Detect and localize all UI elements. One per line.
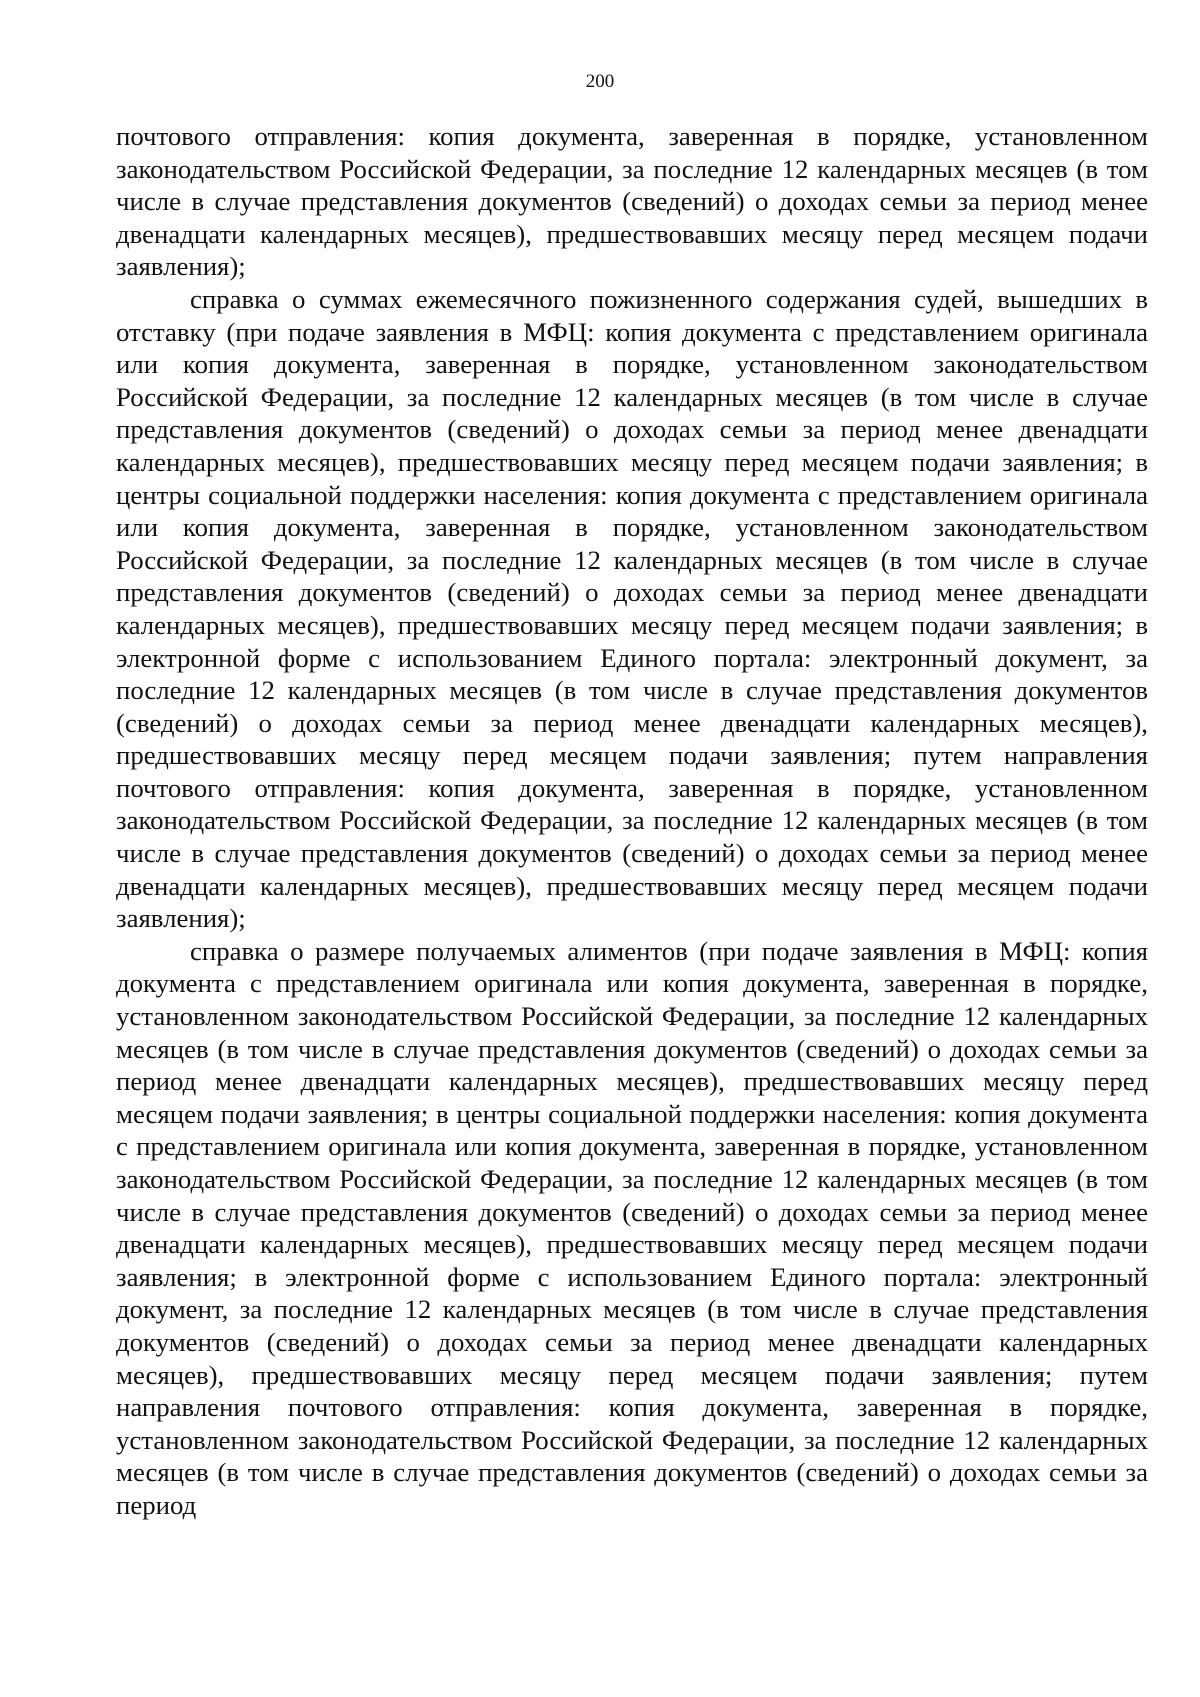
- document-body: [116, 120, 1148, 1522]
- paragraph-postal-continuation: почтового отправления: копия документа, заверенная в порядке, установленном законодательством Российской Федерации, за последние 12 календарных месяцев (в том числе в случае представления документов (сведений) о доходах семьи за период менее двенадцати календарных месяцев), предшествовавших месяцу перед месяцем подачи заявления);: [116, 121, 1148, 282]
- paragraph-alimony-certificate: справка о размере получаемых алиментов (при подаче заявления в МФЦ: копия документа с представлением оригинала или копия документа, заверенная в порядке, установленном законодательством Российской Федерации, за последние 12 календарных месяцев (в том числе в случае представления документов (сведений) о доходах семьи за период менее двенадцати календарных месяцев), предшествовавших месяцу перед месяцем подачи заявления; в центры социальной поддержки населения: копия документа с представлением оригинала или копия документа, заверенная в порядке, установленном законодательством Российской Федерации, за последние 12 календарных месяцев (в том числе в случае представления документов (сведений) о доходах семьи за период менее двенадцати календарных месяцев), предшествовавших месяцу перед месяцем подачи заявления; в электронной форме с использованием Единого портала: электронный документ, за последние 12 календарных месяцев (в том числе в случае представления документов (сведений) о доходах семьи за период менее двенадцати календарных месяцев), предшествовавших месяцу перед месяцем подачи заявления; путем направления почтового отправления: копия документа, заверенная в порядке, установленном законодательством Российской Федерации, за последние 12 календарных месяцев (в том числе в случае представления документов (сведений) о доходах семьи за период: [116, 935, 1148, 1520]
- page-number: 200: [585, 71, 615, 92]
- paragraph-judges-lifetime-allowance: справка о суммах ежемесячного пожизненного содержания судей, вышедших в отставку (при подаче заявления в МФЦ: копия документа с представлением оригинала или копия документа, заверенная в порядке, установленном законодательством Российской Федерации, за последние 12 календарных месяцев (в том числе в случае представления документов (сведений) о доходах семьи за период менее двенадцати календарных месяцев), предшествовавших месяцу перед месяцем подачи заявления; в центры социальной поддержки населения: копия документа с представлением оригинала или копия документа, заверенная в порядке, установленном законодательством Российской Федерации, за последние 12 календарных месяцев (в том числе в случае представления документов (сведений) о доходах семьи за период менее двенадцати календарных месяцев), предшествовавших месяцу перед месяцем подачи заявления; в электронной форме с использованием Единого портала: электронный документ, за последние 12 календарных месяцев (в том числе в случае представления документов (сведений) о доходах семьи за период менее двенадцати календарных месяцев), предшествовавших месяцу перед месяцем подачи заявления; путем направления почтового отправления: копия документа, заверенная в порядке, установленном законодательством Российской Федерации, за последние 12 календарных месяцев (в том числе в случае представления документов (сведений) о доходах семьи за период менее двенадцати календарных месяцев), предшествовавших месяцу перед месяцем подачи заявления);: [116, 283, 1148, 934]
